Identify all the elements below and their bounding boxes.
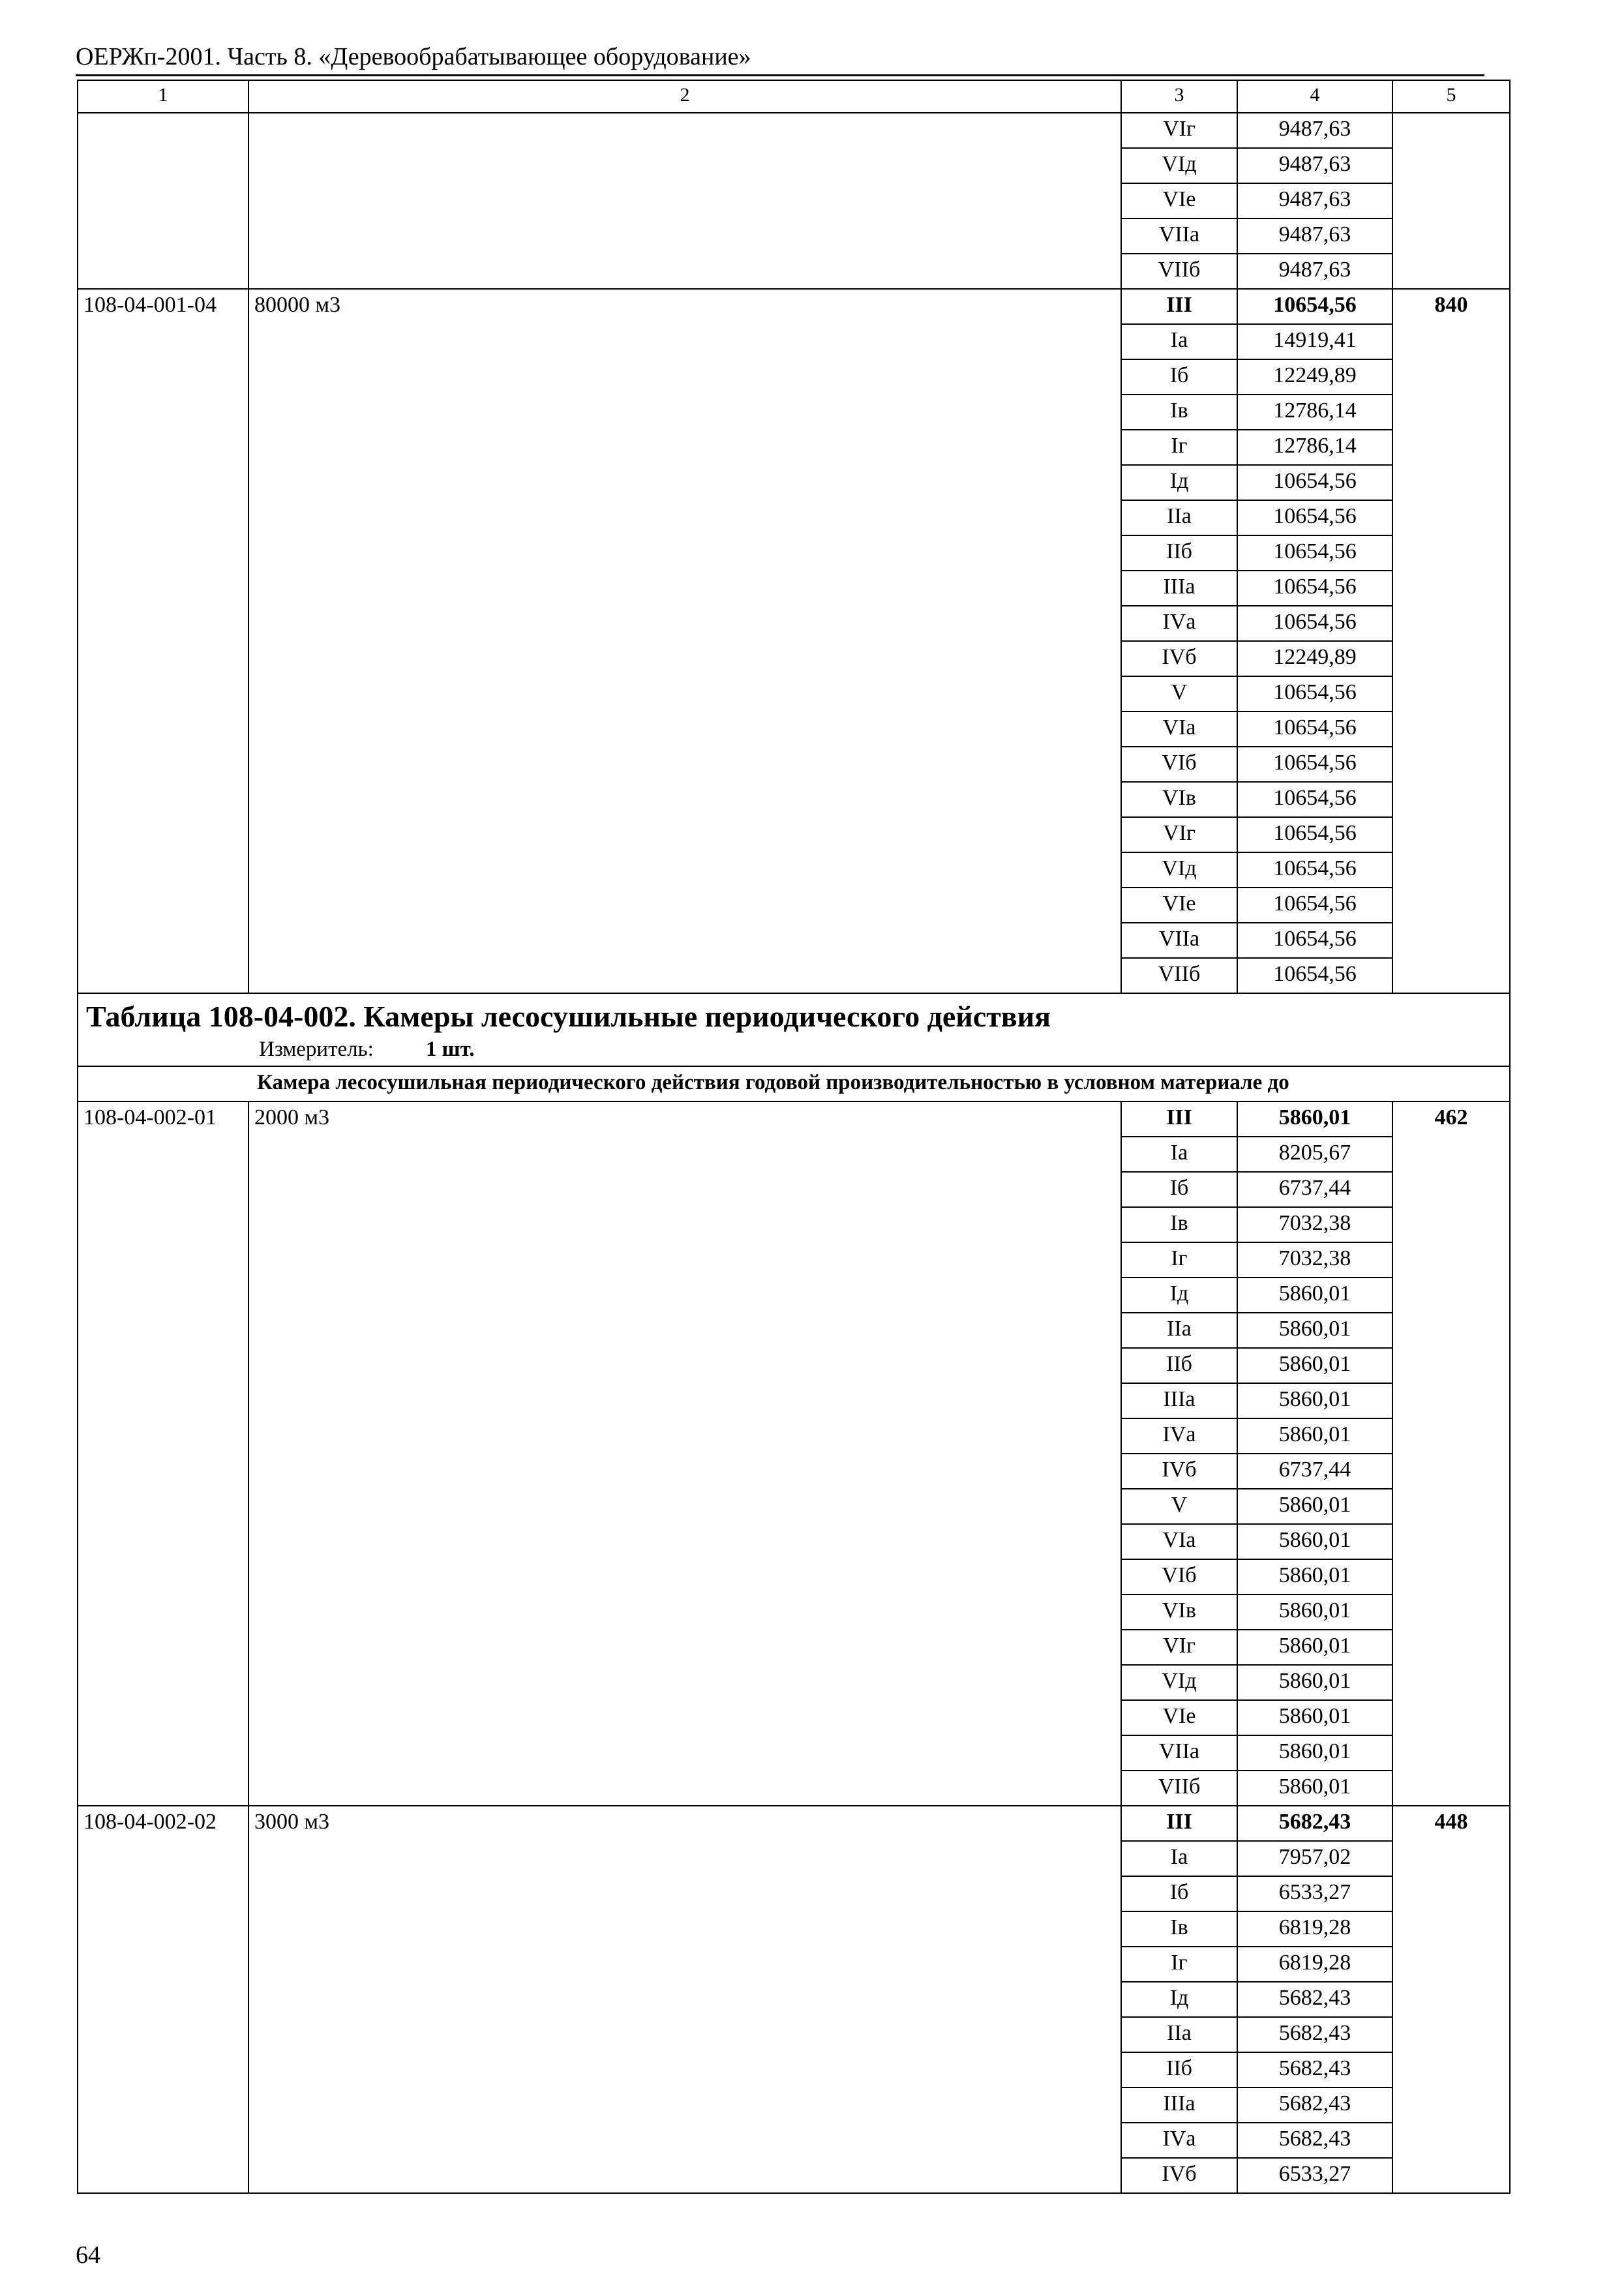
- zone-cell: VIIб: [1121, 254, 1237, 289]
- zone-cell: Iа: [1121, 1841, 1237, 1876]
- zone-cell: IVа: [1121, 2123, 1237, 2158]
- price-cell: 10654,56: [1237, 747, 1392, 782]
- price-cell: 10654,56: [1237, 711, 1392, 747]
- zone-cell: Iг: [1121, 430, 1237, 465]
- zone-cell: VIб: [1121, 747, 1237, 782]
- table-title: Таблица 108-04-002. Камеры лесосушильные периодического действия: [86, 1000, 1051, 1033]
- zone-cell: Iб: [1121, 1172, 1237, 1207]
- zone-cell: Iд: [1121, 1982, 1237, 2017]
- zone-cell: VIIб: [1121, 958, 1237, 993]
- price-cell: 10654,56: [1237, 571, 1392, 606]
- zone-cell: Iг: [1121, 1242, 1237, 1278]
- column-header: 4: [1237, 80, 1392, 113]
- price-cell: 10654,56: [1237, 500, 1392, 535]
- price-cell: 9487,63: [1237, 218, 1392, 254]
- meter-label: Измеритель:: [259, 1038, 374, 1061]
- zone-cell: IIа: [1121, 2017, 1237, 2052]
- weight-cell: 448: [1392, 1806, 1510, 2193]
- price-cell: 5860,01: [1237, 1700, 1392, 1735]
- zone-cell: VIе: [1121, 1700, 1237, 1735]
- zone-cell: IVб: [1121, 2158, 1237, 2193]
- weight-cell: 462: [1392, 1101, 1510, 1806]
- column-header: 3: [1121, 80, 1237, 113]
- price-cell: 10654,56: [1237, 852, 1392, 888]
- price-cell: 14919,41: [1237, 324, 1392, 359]
- page-header: ОЕРЖп-2001. Часть 8. «Деревообрабатывающее оборудование»: [76, 42, 1484, 76]
- zone-cell: IIб: [1121, 1348, 1237, 1383]
- column-header: 2: [248, 80, 1121, 113]
- price-cell: 5860,01: [1237, 1630, 1392, 1665]
- price-cell: 8205,67: [1237, 1137, 1392, 1172]
- price-cell: 5860,01: [1237, 1559, 1392, 1594]
- price-cell: 5860,01: [1237, 1313, 1392, 1348]
- price-cell: 7032,38: [1237, 1242, 1392, 1278]
- price-cell: 5860,01: [1237, 1348, 1392, 1383]
- zone-cell: VIа: [1121, 1524, 1237, 1559]
- zone-cell: VIв: [1121, 1594, 1237, 1630]
- price-cell: 5682,43: [1237, 2017, 1392, 2052]
- code-cell: 108-04-002-01: [78, 1101, 248, 1806]
- zone-cell: Iд: [1121, 1278, 1237, 1313]
- price-cell: 5682,43: [1237, 2052, 1392, 2087]
- price-cell: 5860,01: [1237, 1418, 1392, 1454]
- name-cell: 3000 м3: [248, 1806, 1121, 2193]
- price-cell: 5682,43: [1237, 2087, 1392, 2123]
- price-cell: 9487,63: [1237, 113, 1392, 148]
- zone-cell: IIб: [1121, 535, 1237, 571]
- description-text: Камера лесосушильная периодического действия годовой производительностью в условном материале до: [78, 1066, 1510, 1101]
- zone-cell: VIб: [1121, 1559, 1237, 1594]
- zone-cell: IIа: [1121, 500, 1237, 535]
- zone-cell: IVб: [1121, 641, 1237, 676]
- zone-cell: VIд: [1121, 148, 1237, 183]
- price-cell: 5860,01: [1237, 1278, 1392, 1313]
- name-cell: 80000 м3: [248, 289, 1121, 993]
- price-cell: 10654,56: [1237, 923, 1392, 958]
- table-row: [78, 1101, 1510, 1137]
- zone-cell: Iа: [1121, 1137, 1237, 1172]
- price-cell: 6533,27: [1237, 1876, 1392, 1911]
- table-title-cell: [78, 993, 1510, 1066]
- zone-cell: VIд: [1121, 852, 1237, 888]
- code-cell: 108-04-002-02: [78, 1806, 248, 2193]
- zone-cell: VIIа: [1121, 1735, 1237, 1771]
- price-cell: 6737,44: [1237, 1172, 1392, 1207]
- zone-cell: IIа: [1121, 1313, 1237, 1348]
- meter-value: 1 шт.: [425, 1038, 475, 1061]
- price-cell: 12249,89: [1237, 359, 1392, 395]
- price-cell: 9487,63: [1237, 254, 1392, 289]
- price-cell: 5860,01: [1237, 1101, 1392, 1137]
- price-cell: 10654,56: [1237, 817, 1392, 852]
- zone-cell: VIе: [1121, 183, 1237, 218]
- zone-cell: V: [1121, 1489, 1237, 1524]
- table-row: [78, 1806, 1510, 1841]
- price-cell: 12786,14: [1237, 430, 1392, 465]
- zone-cell: IVа: [1121, 606, 1237, 641]
- zone-cell: VIа: [1121, 711, 1237, 747]
- price-cell: 10654,56: [1237, 782, 1392, 817]
- price-cell: 10654,56: [1237, 958, 1392, 993]
- weight-cell: 840: [1392, 289, 1510, 993]
- zone-cell: IIIа: [1121, 1383, 1237, 1418]
- zone-cell: VIг: [1121, 817, 1237, 852]
- zone-cell: Iв: [1121, 395, 1237, 430]
- price-cell: 5682,43: [1237, 1982, 1392, 2017]
- page-number: 64: [76, 2241, 100, 2269]
- zone-cell: IIIа: [1121, 571, 1237, 606]
- zone-cell: Iа: [1121, 324, 1237, 359]
- table-row: [78, 289, 1510, 324]
- zone-cell: Iд: [1121, 465, 1237, 500]
- zone-cell: III: [1121, 289, 1237, 324]
- price-cell: 9487,63: [1237, 183, 1392, 218]
- price-cell: 6819,28: [1237, 1911, 1392, 1947]
- zone-cell: IVа: [1121, 1418, 1237, 1454]
- zone-cell: IVб: [1121, 1454, 1237, 1489]
- code-cell: 108-04-001-04: [78, 289, 248, 993]
- column-header-row: [78, 80, 1510, 113]
- price-cell: 7032,38: [1237, 1207, 1392, 1242]
- zone-cell: VIг: [1121, 113, 1237, 148]
- price-cell: 10654,56: [1237, 888, 1392, 923]
- zone-cell: VIе: [1121, 888, 1237, 923]
- price-cell: 10654,56: [1237, 606, 1392, 641]
- meter-line: [86, 1036, 1503, 1063]
- price-cell: 5860,01: [1237, 1524, 1392, 1559]
- zone-cell: VIд: [1121, 1665, 1237, 1700]
- price-cell: 10654,56: [1237, 289, 1392, 324]
- description-row: [78, 1066, 1510, 1101]
- zone-cell: VIIб: [1121, 1771, 1237, 1806]
- price-cell: 5860,01: [1237, 1489, 1392, 1524]
- price-cell: 6737,44: [1237, 1454, 1392, 1489]
- table-row: [78, 113, 1510, 148]
- price-cell: 10654,56: [1237, 535, 1392, 571]
- price-table: [77, 80, 1511, 2194]
- zone-cell: III: [1121, 1101, 1237, 1137]
- price-cell: 6819,28: [1237, 1947, 1392, 1982]
- zone-cell: VIIа: [1121, 923, 1237, 958]
- column-header: 1: [78, 80, 248, 113]
- name-cell: 2000 м3: [248, 1101, 1121, 1806]
- zone-cell: Iб: [1121, 1876, 1237, 1911]
- zone-cell: IIб: [1121, 2052, 1237, 2087]
- price-cell: 5860,01: [1237, 1383, 1392, 1418]
- code-cell: [78, 113, 248, 289]
- column-header: 5: [1392, 80, 1510, 113]
- price-cell: 12786,14: [1237, 395, 1392, 430]
- table-title-row: [78, 993, 1510, 1066]
- price-cell: 5860,01: [1237, 1665, 1392, 1700]
- name-cell: [248, 113, 1121, 289]
- price-cell: 5860,01: [1237, 1771, 1392, 1806]
- price-table-body: [78, 80, 1510, 2193]
- zone-cell: VIIа: [1121, 218, 1237, 254]
- price-cell: 5860,01: [1237, 1594, 1392, 1630]
- weight-cell: [1392, 113, 1510, 289]
- price-cell: 5860,01: [1237, 1735, 1392, 1771]
- price-cell: 5682,43: [1237, 2123, 1392, 2158]
- price-cell: 7957,02: [1237, 1841, 1392, 1876]
- price-cell: 6533,27: [1237, 2158, 1392, 2193]
- zone-cell: Iв: [1121, 1207, 1237, 1242]
- zone-cell: Iг: [1121, 1947, 1237, 1982]
- zone-cell: Iб: [1121, 359, 1237, 395]
- zone-cell: VIв: [1121, 782, 1237, 817]
- price-cell: 12249,89: [1237, 641, 1392, 676]
- price-cell: 10654,56: [1237, 676, 1392, 711]
- zone-cell: V: [1121, 676, 1237, 711]
- zone-cell: IIIа: [1121, 2087, 1237, 2123]
- zone-cell: VIг: [1121, 1630, 1237, 1665]
- price-cell: 10654,56: [1237, 465, 1392, 500]
- price-cell: 5682,43: [1237, 1806, 1392, 1841]
- zone-cell: Iв: [1121, 1911, 1237, 1947]
- zone-cell: III: [1121, 1806, 1237, 1841]
- price-cell: 9487,63: [1237, 148, 1392, 183]
